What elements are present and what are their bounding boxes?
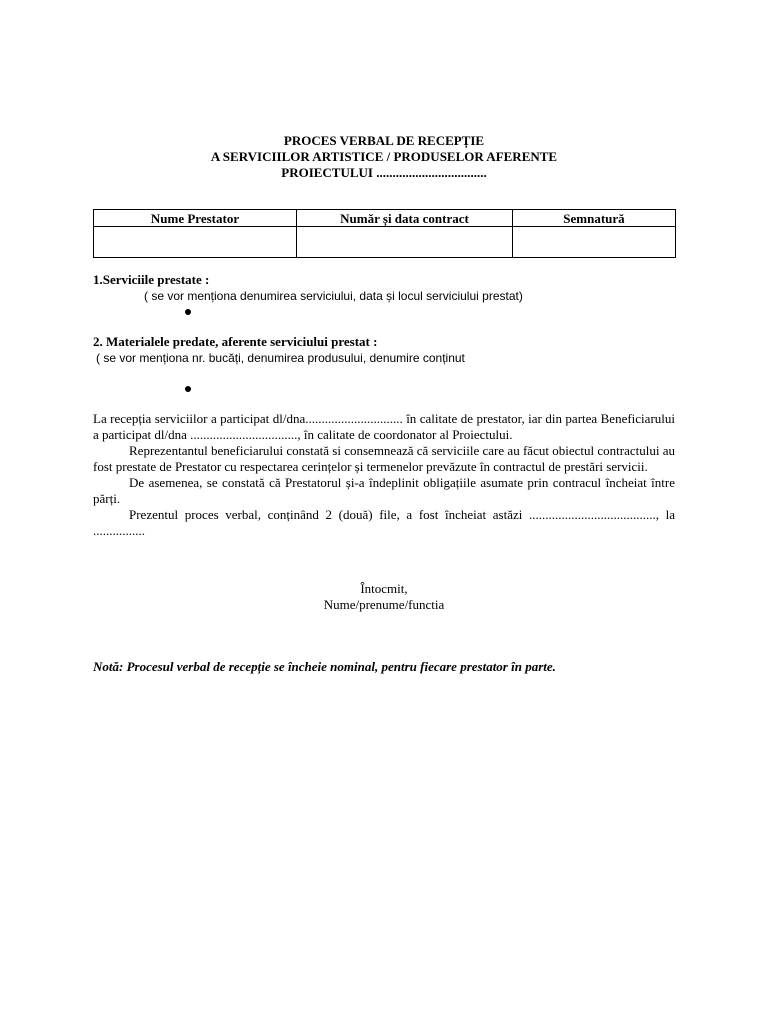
signature-title: Întocmit, (360, 581, 408, 596)
cell-contract-number-date[interactable] (297, 227, 513, 258)
body-text (93, 411, 675, 539)
header-provider-name: Nume Prestator (94, 210, 297, 227)
section-2-heading: 2. Materialele predate, aferente serviciului prestat : (93, 334, 378, 349)
table-header-row (94, 210, 676, 227)
cell-signature[interactable] (513, 227, 676, 258)
paragraph-confirmation: Reprezentantul beneficiarului constată si consemnează că serviciile care au făcut obiectul contractului au fost prestate de Prestator cu respectarea cerințelor și termenelor prevăzute în contractul de prestări servicii. (93, 443, 675, 474)
document-title-line-2: A SERVICIILOR ARTISTICE / PRODUSELOR AFERENTE (210, 149, 558, 164)
document-title-line-3: PROIECTULUI .................................. (281, 165, 487, 180)
signature-name-function: Nume/prenume/functia (323, 597, 445, 612)
paragraph-participants: La recepția serviciilor a participat dl/dna.............................. în calitate de prestator, iar din partea Beneficiarului a participat dl/dna ................................., în calitate de coordonator al Proiectului. (93, 411, 675, 442)
section-1-hint: ( se vor menționa denumirea serviciului, data și locul serviciului prestat) (144, 289, 523, 303)
provider-table (93, 209, 676, 258)
table-row (94, 227, 676, 258)
paragraph-obligations: De asemenea, se constată că Prestatorul și-a îndeplinit obligațiile asumate prin contracul încheiat între părți. (93, 475, 675, 506)
bullet-icon (185, 309, 191, 315)
section-1-heading: 1.Serviciile prestate : (93, 272, 210, 287)
paragraph-date-place: Prezentul proces verbal, conținând 2 (două) file, a fost încheiat astăzi ......................................., la ................ (93, 507, 675, 538)
header-contract-number-date: Număr și data contract (297, 210, 513, 227)
header-signature: Semnatură (513, 210, 676, 227)
cell-provider-name[interactable] (94, 227, 297, 258)
footnote: Notă: Procesul verbal de recepție se încheie nominal, pentru fiecare prestator în parte. (93, 659, 556, 674)
document-title-line-1: PROCES VERBAL DE RECEPȚIE (283, 133, 485, 148)
bullet-icon (185, 386, 191, 392)
section-2-hint: ( se vor menționa nr. bucăți, denumirea produsului, denumire conținut (96, 351, 465, 365)
